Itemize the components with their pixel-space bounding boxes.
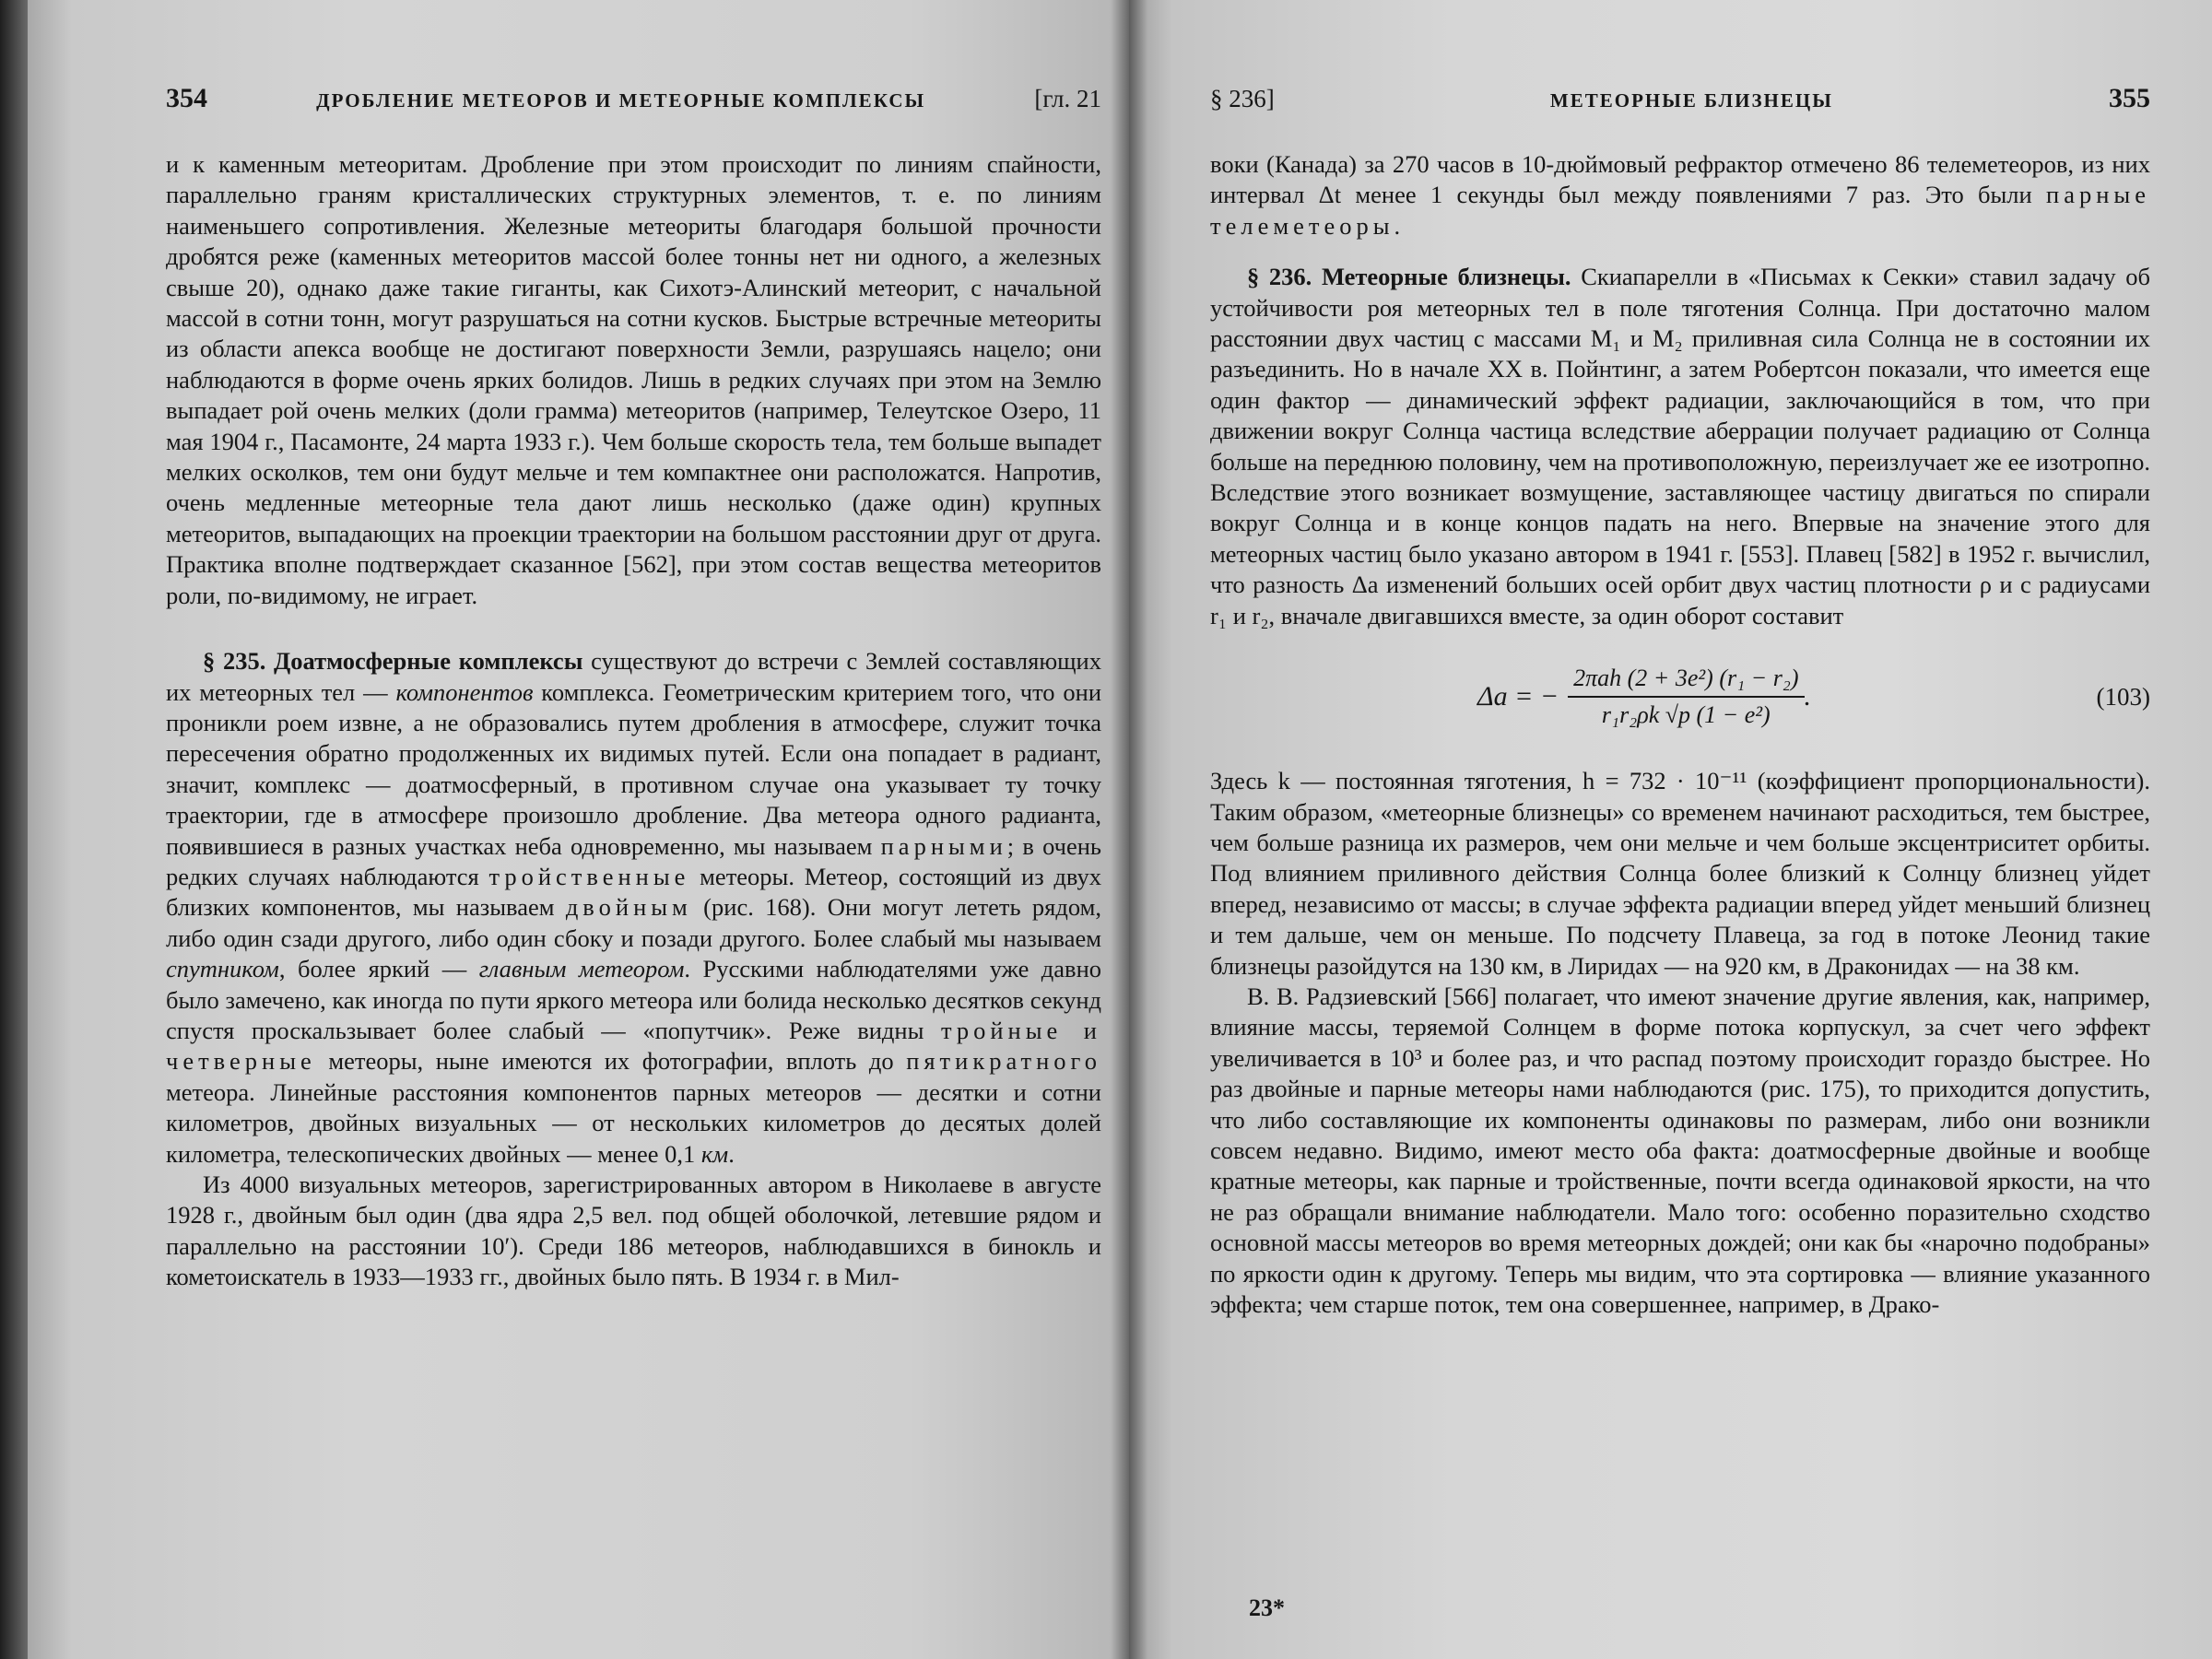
spaced-term: тройные и четверные — [166, 1016, 1101, 1076]
right-running-header — [1210, 83, 2150, 120]
left-running-title: ДРОБЛЕНИЕ МЕТЕОРОВ И МЕТЕОРНЫЕ КОМПЛЕКСЫ — [316, 89, 926, 112]
right-page-number: 355 — [2108, 83, 2150, 113]
book-edge — [0, 0, 28, 1659]
right-paragraph-1 — [1210, 149, 2150, 241]
left-chapter-ref: [гл. 21 — [1034, 85, 1101, 112]
formula-tail: . — [1804, 681, 1812, 712]
spaced-term: двойным — [565, 893, 692, 922]
italic-term: главным метеором — [478, 955, 685, 983]
text-run: Скиапарелли в «Письмах к Секки» ставил задачу об устойчивости роя метеорных тел в поле тяготения Солнца. При достаточно малом расстоянии двух частиц с массами M₁ и M₂ приливная сила Солнца не в состоянии их разъединить. Но в начале XX в. Пойнтинг, а затем Робертсон показали, что имеется еще один фактор — динамический эффект радиации, заключающийся в том, что при движении вокруг Солнца частица вследствие аберрации получает радиацию от Солнца больше на переднюю половину, чем на противоположную, переизлучает же ее изотропно. Вследствие этого возникает возмущение, заставляющее частицу двигаться по спирали вокруг Солнца и в конце концов падать на него. Впервые на значение этого для метеорных частиц было указано автором в 1941 г. [553]. Плавец [582] в 1952 г. вычислил, что разность Δa изменений больших осей орбит двух частиц плотности ρ и с радиусами r₁ и r₂, вначале двигавшихся вместе, за один оборот составит — [1210, 263, 2151, 629]
right-page-text — [1210, 83, 2150, 1320]
signature-mark: 23* — [1249, 1594, 1285, 1621]
left-page — [28, 0, 1129, 1659]
text-run: метеора. Линейные расстояния компонентов парных метеоров — десятки и сотни километров, двойных визуальных — от нескольких километров до десятых долей километра, телескопических двойных — менее 0,1 — [166, 1077, 1101, 1168]
spaced-term: парными — [880, 831, 1007, 860]
text-run: метеоры. Метеор, состоящий из двух близких компонентов, мы называем — [166, 862, 1101, 922]
text-run: существуют до встречи с Землей составляющих их метеорных тел — — [166, 647, 1101, 706]
formula-expression — [1477, 665, 1811, 729]
formula-number: (103) — [2096, 682, 2150, 711]
spaced-term: пятикратного — [906, 1047, 1101, 1076]
text-run: . — [1394, 211, 1401, 240]
text-run: метеоры, ныне имеются их фотографии, вплоть до — [315, 1047, 907, 1076]
text-run: , более яркий — — [278, 955, 479, 983]
formula-numerator: 2πah (2 + 3e²) (r₁ − r₂) — [1568, 665, 1804, 698]
section-gap — [1210, 241, 2150, 262]
formula-lhs: Δa = − — [1477, 681, 1559, 712]
formula-fraction — [1568, 665, 1804, 729]
section-236-paragraph — [1210, 262, 2150, 631]
section-235-paragraph — [166, 646, 1101, 1170]
book-gutter — [1111, 0, 1147, 1659]
left-page-text — [166, 83, 1101, 1293]
section-236-heading: § 236. Метеорные близнецы. — [1247, 263, 1571, 291]
spaced-term: парные телеметеоры — [1210, 181, 2150, 240]
left-running-header — [166, 83, 1101, 120]
left-paragraph-last: Из 4000 визуальных метеоров, зарегистрированных автором в Николаеве в августе 1928 г., двойным был один (два ядра 2,5 вел. под общей оболочкой, летевшие рядом и параллельно на расстоянии 10′). Среди 186 метеоров, наблюдавшихся в бинокль и кометоискатель в 1933—1933 гг., двойных было пять. В 1934 г. в Мил- — [166, 1171, 1101, 1291]
text-run: комплекса. Геометрическим критерием того, что они проникли роем извне, а не образовались путем дробления в атмосфере, служит точка пересечения обратно продолженных их видимых путей. Если она попадает в радиант, значит, комплекс — доатмосферный, в противном случае она указывает ту точку траектории, где в атмосфере произошло дробление. Два метеора одного радианта, появившиеся в разных участках неба одновременно, мы называем — [166, 677, 1102, 860]
formula-103 — [1210, 655, 2150, 738]
section-gap — [166, 611, 1101, 646]
right-paragraph-2: Здесь k — постоянная тяготения, h = 732 · 10⁻¹¹ (коэффициент пропорциональности). Таким образом, «метеорные близнецы» со временем начинают расходиться, тем быстрее, чем больше разница их размеров, чем они мельче и чем больше эксцентриситет орбиты. Под влиянием приливного действия Солнца более близкий к Солнцу близнец уйдет вперед, независимо от массы; в случае эффекта радиации вперед уйдет меньший близнец и тем дальше, чем он меньше. По подсчету Плавеца, за год в потоке Леонид такие близнецы разойдутся на 130 км, в Лиридах — на 920 км, в Драконидах — на 38 км. — [1210, 767, 2150, 980]
italic-unit: км — [700, 1139, 729, 1168]
right-paragraph-3: В. В. Радзиевский [566] полагает, что имеют значение другие явления, как, например, влияние массы, теряемой Солнцем в форме потока корпускул, за счет чего эффект увеличивается в 10³ и более раз, и что распад поэтому происходит гораздо быстрее. Но раз двойные и парные метеоры нами наблюдаются (рис. 175), то приходится допустить, что либо составляющие их компоненты одинаковы по размерам, либо они возникли совсем недавно. Видимо, имеют место оба факта: доатмосферные двойные и вообще кратные метеоры, как парные и тройственные, почти всегда одинаковой яркости, на что не раз обращали внимание наблюдатели. Мало того: особенно поразительно сходство основной массы метеоров во время метеорных дождей; они как бы «нарочно подобраны» по яркости один к другому. Теперь мы видим, что эта сортировка — влияние указанного эффекта; чем старше поток, тем она совершеннее, например, в Драко- — [1210, 982, 2150, 1318]
text-run: ; в очень редких случаях наблюдаются — [166, 831, 1102, 890]
spaced-term: тройственные — [488, 862, 690, 890]
right-page — [1129, 0, 2212, 1659]
italic-term: компонентов — [395, 677, 534, 706]
text-run: . — [728, 1139, 735, 1168]
formula-denominator: r₁r₂ρk √p (1 − e²) — [1601, 701, 1771, 729]
right-section-ref: § 236] — [1210, 85, 1275, 112]
italic-term: спутником — [166, 955, 279, 983]
left-page-number: 354 — [166, 83, 207, 113]
text-run: (рис. 168). Они могут лететь рядом, либо один сзади другого, либо один сбоку и позади другого. Более слабый мы называем — [166, 893, 1101, 952]
right-running-title: МЕТЕОРНЫЕ БЛИЗНЕЦЫ — [1549, 89, 1833, 112]
text-run: . Русскими наблюдателями уже давно было замечено, как иногда по пути яркого метеора или болида несколько десятков секунд спустя проскальзывает более слабый — «попутчик». Реже видны — [166, 955, 1101, 1044]
left-paragraph-1: и к каменным метеоритам. Дробление при этом происходит по линиям спайности, параллельно граням кристаллических структурных элементов, т. е. по линиям наименьшего сопротивления. Железные метеориты благодаря большой прочности дробятся реже (каменных метеоритов массой более тонны нет ни одного, а железных свыше 20), однако даже такие гиганты, как Сихотэ-Алинский метеорит, с начальной массой в сотни тонн, могут разрушаться на сотни кусков. Быстрые встречные метеориты из области апекса вообще не достигают поверхности Земли, разрушаясь нацело; они наблюдаются в форме очень ярких болидов. Лишь в редких случаях при этом на Землю выпадает рой очень мелких (доли грамма) метеоритов (например, Телеутское Озеро, 11 мая 1904 г., Пасамонте, 24 марта 1933 г.). Чем больше скорость тела, тем больше выпадет мелких осколков, тем они будут мельче и тем компактнее они расположатся. Напротив, очень медленные метеорные тела дают лишь несколько (даже один) крупных метеоритов, выпадающих на проекции траектории на большом расстоянии друг от друга. Практика вполне подтверждает сказанное [562], при этом состав вещества метеоритов роли, по-видимому, не играет. — [166, 150, 1101, 609]
section-235-heading: § 235. Доатмосферные комплексы — [203, 647, 583, 676]
text-run: воки (Канада) за 270 часов в 10-дюймовый рефрактор отмечено 86 телеметеоров, из них интервал Δt менее 1 секунды был между появлениями 7 раз. Это были — [1210, 150, 2150, 209]
